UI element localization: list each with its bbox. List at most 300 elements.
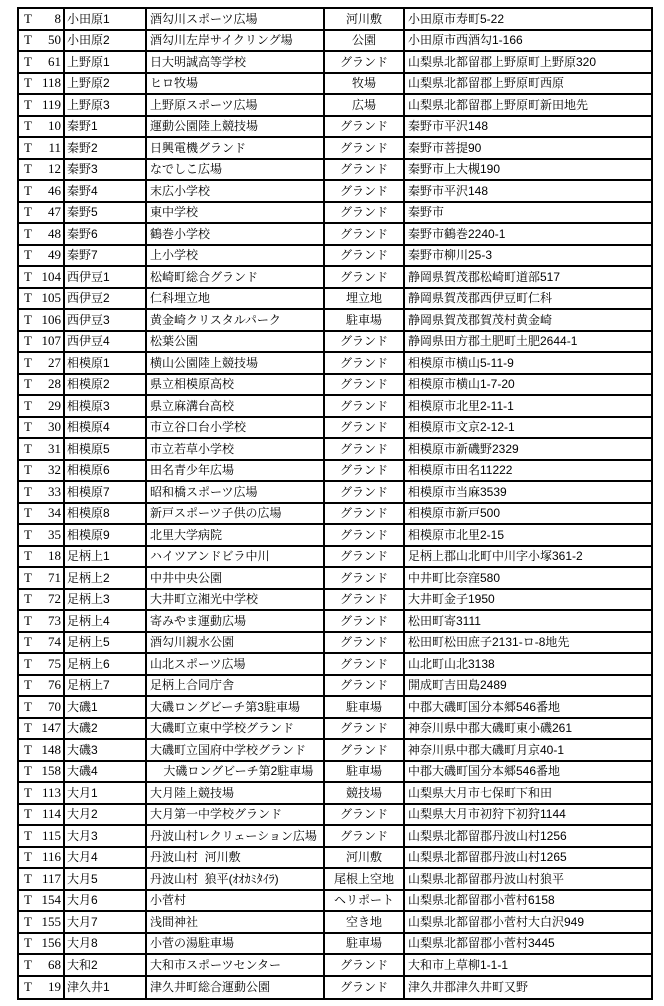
row-prefix: T [24,763,32,779]
area-name-cell: 足柄上2 [65,568,147,590]
area-name-cell: 西伊豆4 [65,332,147,354]
row-number: 48 [48,225,61,241]
address-cell: 秦野市平沢148 [405,181,651,203]
facility-name-cell: 大和市スポーツセンター [147,955,325,977]
site-type-cell: グランド [325,353,405,375]
area-name-cell: 小田原2 [65,31,147,53]
table-row [19,912,651,934]
id-cell [19,289,65,311]
area-name-cell: 西伊豆1 [65,267,147,289]
table-row [19,633,651,655]
facility-name-cell: 市立若草小学校 [147,439,325,461]
row-number: 156 [41,935,61,951]
area-name-cell: 足柄上6 [65,654,147,676]
row-prefix: T [24,419,32,435]
id-cell [19,353,65,375]
row-prefix: T [24,979,32,995]
area-name-cell: 大月5 [65,869,147,891]
id-cell [19,805,65,827]
row-prefix: T [24,290,32,306]
area-name-cell: 相模原3 [65,396,147,418]
address-cell: 山梨県大月市七保町下和田 [405,783,651,805]
facility-name-cell: 県立相模原高校 [147,375,325,397]
table-row [19,181,651,203]
area-name-cell: 大月7 [65,912,147,934]
row-prefix: T [24,53,32,69]
address-cell: 神奈川県中郡大磯町月京40-1 [405,740,651,762]
area-name-cell: 相模原2 [65,375,147,397]
site-type-cell: 河川敷 [325,9,405,31]
address-cell: 相模原市当麻3539 [405,482,651,504]
row-prefix: T [24,548,32,564]
area-name-cell: 秦野3 [65,160,147,182]
id-cell [19,848,65,870]
facility-name-cell: 黄金崎クリスタルパーク [147,310,325,332]
id-cell [19,504,65,526]
table-row [19,332,651,354]
row-number: 119 [41,96,61,112]
id-cell [19,568,65,590]
facility-name-cell: 市立谷口台小学校 [147,418,325,440]
address-cell: 相模原市文京2-12-1 [405,418,651,440]
row-prefix: T [24,483,32,499]
site-type-cell: 空き地 [325,912,405,934]
address-cell: 相模原市北里2-15 [405,525,651,547]
site-type-cell: グランド [325,955,405,977]
row-number: 33 [48,483,61,499]
address-cell: 秦野市平沢148 [405,117,651,139]
facility-name-cell: 上野原スポーツ広場 [147,95,325,117]
row-prefix: T [24,311,32,327]
row-number: 76 [48,677,61,693]
row-prefix: T [24,526,32,542]
table-row [19,504,651,526]
facility-name-cell: 大磯ロングビーチ第3駐車場 [147,697,325,719]
address-cell: 静岡県賀茂郡賀茂村黄金崎 [405,310,651,332]
row-number: 73 [48,612,61,628]
id-cell [19,160,65,182]
site-type-cell: グランド [325,654,405,676]
facility-name-cell: 浅間神社 [147,912,325,934]
facility-name-cell: 大磯ロングビーチ第2駐車場 [147,762,325,784]
area-name-cell: 大月3 [65,826,147,848]
id-cell [19,590,65,612]
site-type-cell: グランド [325,52,405,74]
site-type-cell: グランド [325,719,405,741]
id-cell [19,224,65,246]
facility-name-cell: 昭和橋スポーツ広場 [147,482,325,504]
row-prefix: T [24,354,32,370]
facility-name-cell: なでしこ広場 [147,160,325,182]
row-prefix: T [24,612,32,628]
row-prefix: T [24,505,32,521]
area-name-cell: 秦野6 [65,224,147,246]
row-number: 47 [48,204,61,220]
facility-name-cell: 鶴巻小学校 [147,224,325,246]
id-cell [19,633,65,655]
row-number: 70 [48,698,61,714]
area-name-cell: 足柄上3 [65,590,147,612]
table-row [19,805,651,827]
area-name-cell: 相模原6 [65,461,147,483]
site-type-cell: グランド [325,611,405,633]
row-prefix: T [24,935,32,951]
row-number: 74 [48,634,61,650]
row-prefix: T [24,698,32,714]
row-prefix: T [24,118,32,134]
area-name-cell: 大磯4 [65,762,147,784]
id-cell [19,977,65,999]
id-cell [19,396,65,418]
id-cell [19,826,65,848]
row-prefix: T [24,655,32,671]
id-cell [19,697,65,719]
site-type-cell: グランド [325,160,405,182]
row-number: 71 [48,569,61,585]
area-name-cell: 大磯3 [65,740,147,762]
table-row [19,375,651,397]
table-row [19,547,651,569]
row-number: 46 [48,182,61,198]
site-type-cell: グランド [325,482,405,504]
facility-name-cell: 新戸スポーツ子供の広場 [147,504,325,526]
area-name-cell: 大磯2 [65,719,147,741]
address-cell: 山梨県北都留郡上野原町上野原320 [405,52,651,74]
address-cell: 秦野市鶴巻2240-1 [405,224,651,246]
table-row [19,762,651,784]
site-type-cell: グランド [325,203,405,225]
id-cell [19,482,65,504]
facility-name-cell: 中井中央公園 [147,568,325,590]
row-number: 34 [48,505,61,521]
row-prefix: T [24,591,32,607]
area-name-cell: 大月8 [65,934,147,956]
id-cell [19,525,65,547]
area-name-cell: 足柄上5 [65,633,147,655]
site-type-cell: 駐車場 [325,934,405,956]
id-cell [19,52,65,74]
row-number: 118 [41,75,61,91]
row-prefix: T [24,913,32,929]
facility-name-cell: ハイツアンドビラ中川 [147,547,325,569]
row-number: 155 [41,913,61,929]
id-cell [19,762,65,784]
row-prefix: T [24,376,32,392]
table-row [19,654,651,676]
site-type-cell: 公園 [325,31,405,53]
facility-name-cell: 日興電機グランド [147,138,325,160]
table-row [19,52,651,74]
row-number: 11 [48,139,61,155]
table-row [19,267,651,289]
row-number: 12 [48,161,61,177]
address-cell: 山梨県北都留郡上野原町新田地先 [405,95,651,117]
site-type-cell: グランド [325,461,405,483]
row-prefix: T [24,634,32,650]
table-row [19,482,651,504]
row-number: 10 [48,118,61,134]
row-prefix: T [24,161,32,177]
area-name-cell: 津久井1 [65,977,147,999]
area-name-cell: 秦野5 [65,203,147,225]
facility-name-cell: 酒勾川左岸サイクリング場 [147,31,325,53]
area-name-cell: 秦野7 [65,246,147,268]
site-type-cell: グランド [325,805,405,827]
site-type-cell: グランド [325,504,405,526]
table-row [19,740,651,762]
table-row [19,869,651,891]
area-name-cell: 相模原8 [65,504,147,526]
area-name-cell: 秦野4 [65,181,147,203]
row-number: 75 [48,655,61,671]
row-number: 114 [41,806,61,822]
table-row [19,353,651,375]
table-row [19,418,651,440]
area-name-cell: 相模原5 [65,439,147,461]
row-number: 29 [48,397,61,413]
facility-name-cell: 津久井町総合運動公園 [147,977,325,999]
table-row [19,461,651,483]
id-cell [19,891,65,913]
id-cell [19,783,65,805]
facility-name-cell: 山北スポーツ広場 [147,654,325,676]
address-cell: 松田町松田庶子2131-ロ-8地先 [405,633,651,655]
facility-name-cell: 東中学校 [147,203,325,225]
id-cell [19,439,65,461]
id-cell [19,74,65,96]
facility-name-cell: 末広小学校 [147,181,325,203]
area-name-cell: 足柄上4 [65,611,147,633]
row-number: 115 [41,827,61,843]
address-cell: 相模原市横山5-11-9 [405,353,651,375]
address-cell: 秦野市上大槻190 [405,160,651,182]
id-cell [19,719,65,741]
site-type-cell: グランド [325,568,405,590]
address-cell: 中郡大磯町国分本郷546番地 [405,697,651,719]
site-type-cell: ヘリポート [325,891,405,913]
row-number: 117 [41,870,61,886]
address-cell: 神奈川県中郡大磯町東小磯261 [405,719,651,741]
facility-name-cell: ヒロ牧場 [147,74,325,96]
area-name-cell: 大月4 [65,848,147,870]
row-prefix: T [24,139,32,155]
site-type-cell: 駐車場 [325,310,405,332]
area-name-cell: 大月6 [65,891,147,913]
facility-name-cell: 横山公園陸上競技場 [147,353,325,375]
table-row [19,826,651,848]
site-type-cell: グランド [325,224,405,246]
row-number: 105 [41,290,61,306]
address-cell: 相模原市横山1-7-20 [405,375,651,397]
table-row [19,95,651,117]
area-name-cell: 足柄上7 [65,676,147,698]
id-cell [19,418,65,440]
address-cell: 山梨県北都留郡小菅村大白沢949 [405,912,651,934]
id-cell [19,740,65,762]
site-type-cell: 河川敷 [325,848,405,870]
table-row [19,590,651,612]
address-cell: 中郡大磯町国分本郷546番地 [405,762,651,784]
table-row [19,310,651,332]
table-row [19,848,651,870]
area-name-cell: 小田原1 [65,9,147,31]
id-cell [19,375,65,397]
id-cell [19,267,65,289]
address-cell: 相模原市新磯野2329 [405,439,651,461]
site-type-cell: 牧場 [325,74,405,96]
facility-name-cell: 寄みやま運動広場 [147,611,325,633]
row-prefix: T [24,956,32,972]
row-prefix: T [24,247,32,263]
address-cell: 小田原市西酒勾1-166 [405,31,651,53]
row-prefix: T [24,333,32,349]
address-cell: 相模原市新戸500 [405,504,651,526]
row-number: 68 [48,956,61,972]
table-row [19,891,651,913]
site-type-cell: グランド [325,375,405,397]
site-type-cell: 広場 [325,95,405,117]
row-number: 31 [48,440,61,456]
row-number: 116 [41,849,61,865]
site-type-cell: グランド [325,633,405,655]
facility-name-cell: 丹波山村レクリェーション広場 [147,826,325,848]
row-prefix: T [24,741,32,757]
table-row [19,31,651,53]
address-cell: 相模原市北里2-11-1 [405,396,651,418]
row-prefix: T [24,440,32,456]
row-prefix: T [24,75,32,91]
row-prefix: T [24,10,32,26]
site-type-cell: グランド [325,740,405,762]
row-prefix: T [24,462,32,478]
row-number: 19 [48,979,61,995]
area-name-cell: 上野原1 [65,52,147,74]
area-name-cell: 大月2 [65,805,147,827]
id-cell [19,181,65,203]
area-name-cell: 相模原9 [65,525,147,547]
id-cell [19,9,65,31]
table-row [19,439,651,461]
address-cell: 山北町山北3138 [405,654,651,676]
area-name-cell: 秦野2 [65,138,147,160]
address-cell: 大和市上草柳1-1-1 [405,955,651,977]
facility-name-cell: 丹波山村 狼平(ｵｵｶﾐﾀｲﾗ) [147,869,325,891]
site-type-cell: グランド [325,138,405,160]
address-cell: 足柄上郡山北町中川字小塚361-2 [405,547,651,569]
table-row [19,525,651,547]
area-name-cell: 相模原4 [65,418,147,440]
address-cell: 津久井郡津久井町又野 [408,980,529,995]
address-cell: 中井町比奈窪580 [405,568,651,590]
row-number: 30 [48,419,61,435]
facility-name-cell: 運動公園陸上競技場 [147,117,325,139]
address-cell: 小田原市寿町5-22 [405,9,651,31]
site-type-cell: 埋立地 [325,289,405,311]
facility-name-cell: 丹波山村 河川敷 [147,848,325,870]
site-type-cell: グランド [325,267,405,289]
facility-name-cell: 田名青少年広場 [147,461,325,483]
site-type-cell: グランド [325,246,405,268]
facility-name-cell: 県立麻溝台高校 [147,396,325,418]
row-number: 35 [48,526,61,542]
id-cell [19,138,65,160]
address-cell: 山梨県北都留郡小菅村3445 [405,934,651,956]
site-type-cell: グランド [325,977,405,999]
table-row [19,9,651,31]
id-cell [19,95,65,117]
facility-table [17,7,653,1000]
table-row [19,289,651,311]
row-number: 27 [48,354,61,370]
area-name-cell: 大磯1 [65,697,147,719]
facility-name-cell: 大月陸上競技場 [147,783,325,805]
table-row [19,676,651,698]
id-cell [19,246,65,268]
row-prefix: T [24,677,32,693]
id-cell [19,31,65,53]
row-prefix: T [24,806,32,822]
address-cell: 松田町寄3111 [405,611,651,633]
table-row [19,138,651,160]
site-type-cell: グランド [325,525,405,547]
row-prefix: T [24,225,32,241]
row-number: 32 [48,462,61,478]
row-prefix: T [24,849,32,865]
facility-name-cell: 上小学校 [147,246,325,268]
site-type-cell: 尾根上空地 [325,869,405,891]
site-type-cell: グランド [325,439,405,461]
table-row [19,246,651,268]
address-cell: 静岡県賀茂郡西伊豆町仁科 [405,289,651,311]
id-cell [19,912,65,934]
row-number: 107 [41,333,61,349]
facility-name-cell: 大井町立湘光中学校 [147,590,325,612]
row-number: 104 [41,268,61,284]
row-prefix: T [24,397,32,413]
table-row [19,611,651,633]
row-number: 72 [48,591,61,607]
facility-name-cell: 大月第一中学校グランド [147,805,325,827]
id-cell [19,310,65,332]
table-row [19,568,651,590]
id-cell [19,955,65,977]
site-type-cell: グランド [325,396,405,418]
area-name-cell: 相模原7 [65,482,147,504]
facility-name-cell: 大磯町立東中学校グランド [147,719,325,741]
row-prefix: T [24,182,32,198]
table-row [19,955,651,977]
facility-name-cell: 日大明誠高等学校 [147,52,325,74]
row-number: 148 [41,741,61,757]
row-number: 18 [48,548,61,564]
address-cell: 大井町金子1950 [405,590,651,612]
row-number: 106 [41,311,61,327]
area-name-cell: 上野原3 [65,95,147,117]
id-cell [19,654,65,676]
facility-name-cell: 大磯町立国府中学校グランド [147,740,325,762]
row-prefix: T [24,827,32,843]
facility-name-cell: 松葉公園 [147,332,325,354]
area-name-cell: 相模原1 [65,353,147,375]
area-name-cell: 上野原2 [65,74,147,96]
site-type-cell: グランド [325,181,405,203]
address-cell: 静岡県田方郡土肥町土肥2644-1 [405,332,651,354]
address-cell: 山梨県北都留郡丹波山村1265 [405,848,651,870]
area-name-cell: 西伊豆3 [65,310,147,332]
id-cell [19,332,65,354]
row-prefix: T [24,268,32,284]
facility-name-cell: 松崎町総合グランド [147,267,325,289]
